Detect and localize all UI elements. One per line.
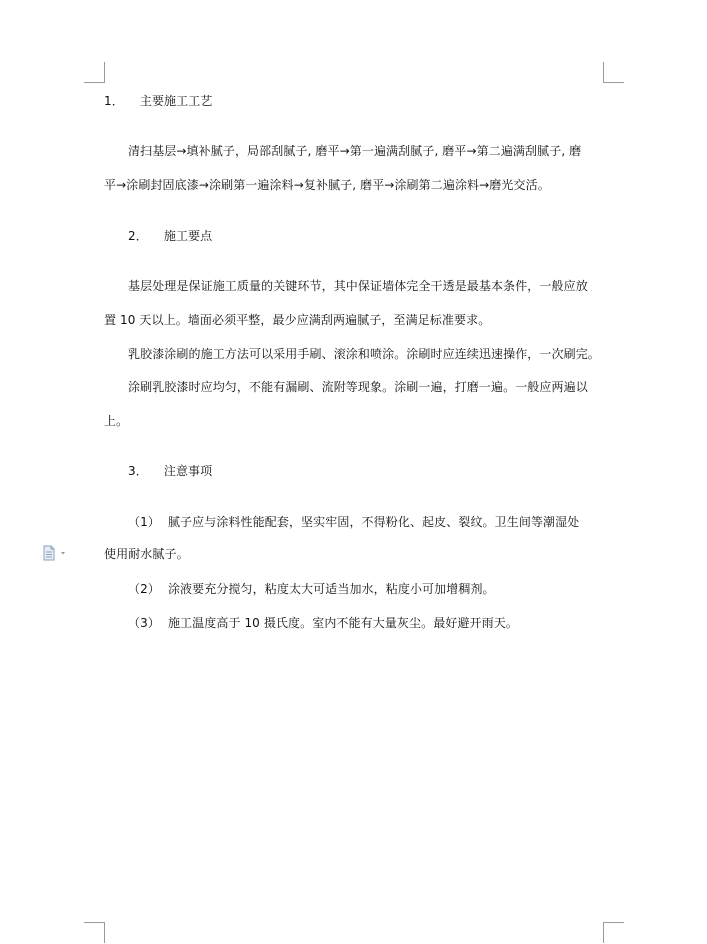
list-item-text: 施工温度高于 10 摄氏度。室内不能有大量灰尘。最好避开雨天。: [167, 616, 518, 630]
top-left-margin-mark: [84, 62, 105, 83]
list-item-1: [128, 514, 579, 530]
bottom-left-margin-mark: [84, 922, 105, 943]
paragraph-line: 平→涂刷封固底漆→涂刷第一遍涂料→复补腻子, 磨平→涂刷第二遍涂料→磨光交活。: [104, 178, 550, 192]
section-2-heading: [128, 228, 212, 244]
top-right-margin-mark: [603, 62, 624, 83]
list-marker: （1）: [128, 515, 160, 529]
section-number: 2．: [128, 229, 148, 243]
section-1-heading: [104, 93, 212, 109]
list-marker: （3）: [128, 616, 160, 630]
paragraph-line: 上。: [104, 414, 129, 428]
section-number: 1．: [104, 94, 124, 108]
paragraph-line: 乳胶漆涂刷的施工方法可以采用手刷、滚涂和喷涂。涂刷时应连续迅速操作，一次刷完。: [128, 347, 600, 361]
section-title: 注意事项: [163, 464, 213, 478]
paragraph-line: 基层处理是保证施工质量的关键环节，其中保证墙体完全干透是最基本条件，一般应放: [128, 279, 588, 293]
section-number: 3．: [128, 464, 148, 478]
list-item-continuation: 使用耐水腻子。: [104, 547, 189, 561]
paste-options-icon[interactable]: [43, 545, 69, 561]
section-title: 施工要点: [163, 229, 213, 243]
paragraph-line: 涂刷乳胶漆时应均匀，不能有漏刷、流附等现象。涂刷一遍，打磨一遍。一般应两遍以: [128, 380, 588, 394]
list-item-3: [128, 615, 518, 631]
bottom-right-margin-mark: [603, 922, 624, 943]
list-item-2: [128, 581, 495, 597]
list-item-text: 涂液要充分搅匀，粘度太大可适当加水，粘度小可加增稠剂。: [167, 582, 495, 596]
section-3-heading: [128, 463, 212, 479]
section-title: 主要施工工艺: [139, 94, 213, 108]
list-item-text: 腻子应与涂料性能配套，坚实牢固，不得粉化、起皮、裂纹。卫生间等潮湿处: [167, 515, 580, 529]
paragraph-line: 置 10 天以上。墙面必须平整，最少应满刮两遍腻子，至满足标准要求。: [104, 313, 491, 327]
paragraph-line: 清扫基层→填补腻子，局部刮腻子, 磨平→第一遍满刮腻子, 磨平→第二遍满刮腻子, 磨: [128, 144, 582, 158]
list-marker: （2）: [128, 582, 160, 596]
